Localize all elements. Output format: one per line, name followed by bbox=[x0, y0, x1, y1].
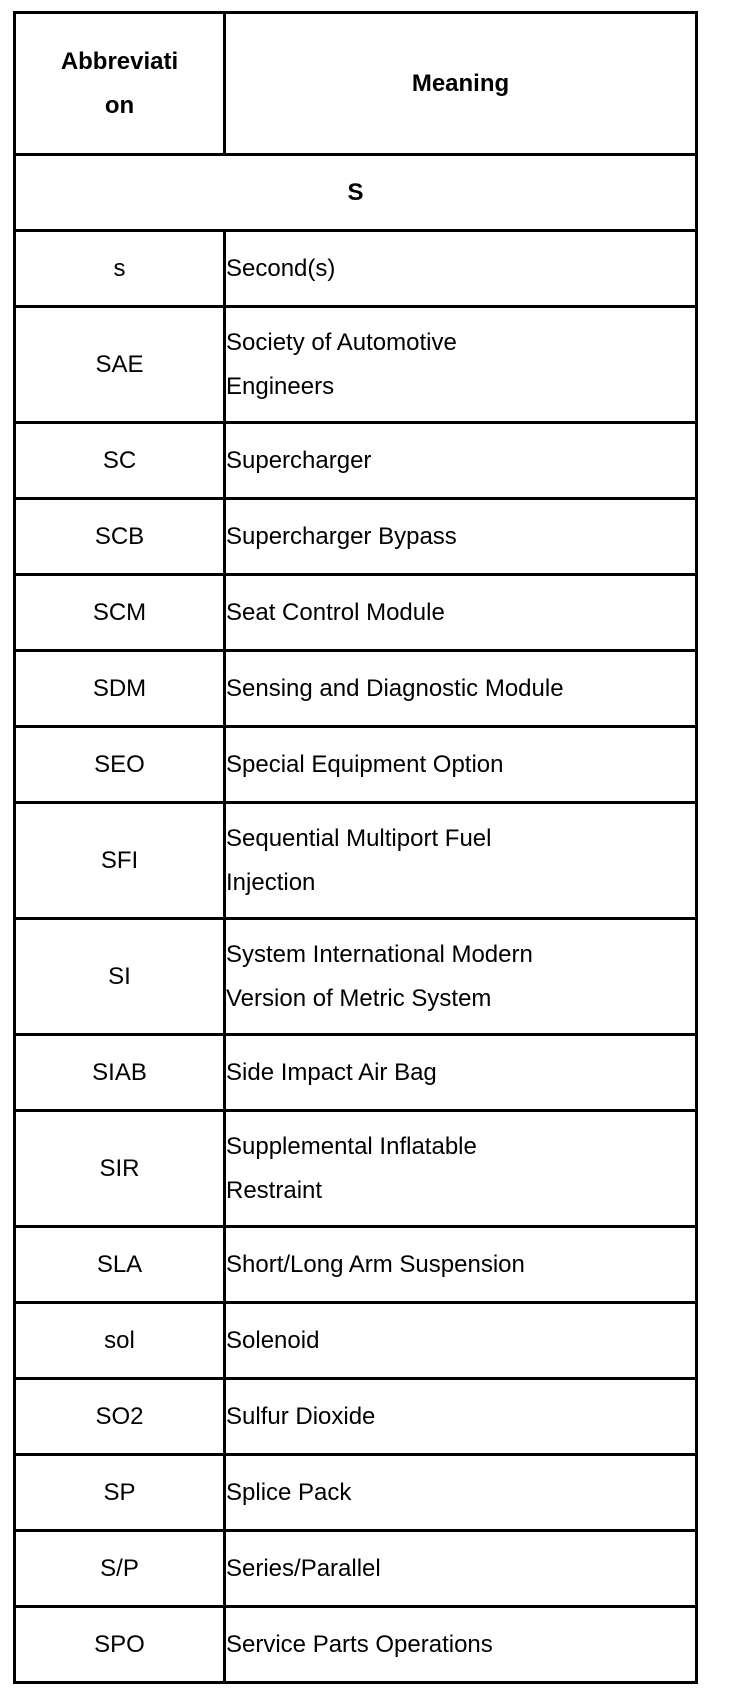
table-row bbox=[15, 1035, 697, 1111]
meaning-cell: Side Impact Air Bag bbox=[225, 1035, 697, 1111]
table-row bbox=[15, 651, 697, 727]
meaning-cell: Solenoid bbox=[225, 1303, 697, 1379]
abbreviation-cell: SO2 bbox=[15, 1379, 225, 1455]
abbreviation-cell: SIR bbox=[15, 1111, 225, 1227]
abbreviation-cell: SC bbox=[15, 423, 225, 499]
section-heading: S bbox=[15, 155, 697, 231]
table-row bbox=[15, 575, 697, 651]
table-row bbox=[15, 1111, 697, 1227]
meaning-cell: Series/Parallel bbox=[225, 1531, 697, 1607]
meaning-text: System International Modern Version of Metric System bbox=[226, 940, 533, 1012]
meaning-cell: Seat Control Module bbox=[225, 575, 697, 651]
abbreviation-cell: SEO bbox=[15, 727, 225, 803]
abbreviation-column-header bbox=[15, 13, 225, 155]
abbreviation-cell: SP bbox=[15, 1455, 225, 1531]
meaning-cell: Sulfur Dioxide bbox=[225, 1379, 697, 1455]
meaning-cell: Service Parts Operations bbox=[225, 1607, 697, 1683]
table-row bbox=[15, 307, 697, 423]
abbreviation-cell: S/P bbox=[15, 1531, 225, 1607]
abbreviation-cell: SCB bbox=[15, 499, 225, 575]
table-row bbox=[15, 1379, 697, 1455]
meaning-cell: Second(s) bbox=[225, 231, 697, 307]
meaning-cell: Splice Pack bbox=[225, 1455, 697, 1531]
abbreviation-cell: sol bbox=[15, 1303, 225, 1379]
abbreviation-cell: SI bbox=[15, 919, 225, 1035]
meaning-cell bbox=[225, 919, 697, 1035]
table-row bbox=[15, 231, 697, 307]
meaning-cell bbox=[225, 1111, 697, 1227]
abbreviation-cell: SLA bbox=[15, 1227, 225, 1303]
table-row bbox=[15, 1531, 697, 1607]
abbreviation-header-line-1: Abbreviati bbox=[60, 47, 179, 75]
abbreviation-header-line-2: on bbox=[104, 91, 135, 119]
abbreviations-table bbox=[13, 11, 698, 1684]
abbreviation-cell: SDM bbox=[15, 651, 225, 727]
meaning-text: Society of Automotive Engineers bbox=[226, 328, 457, 400]
meaning-cell: Short/Long Arm Suspension bbox=[225, 1227, 697, 1303]
table-row bbox=[15, 1455, 697, 1531]
meaning-cell bbox=[225, 307, 697, 423]
meaning-cell bbox=[225, 803, 697, 919]
header-row bbox=[15, 13, 697, 155]
table-row bbox=[15, 499, 697, 575]
meaning-cell: Sensing and Diagnostic Module bbox=[225, 651, 697, 727]
abbreviation-cell: SFI bbox=[15, 803, 225, 919]
table-row bbox=[15, 1607, 697, 1683]
abbreviation-cell: SCM bbox=[15, 575, 225, 651]
table-row bbox=[15, 1303, 697, 1379]
abbreviation-cell: SIAB bbox=[15, 1035, 225, 1111]
meaning-text: Supplemental Inflatable Restraint bbox=[226, 1132, 477, 1204]
abbreviation-cell: SAE bbox=[15, 307, 225, 423]
table-row bbox=[15, 1227, 697, 1303]
table-row bbox=[15, 423, 697, 499]
table-row bbox=[15, 919, 697, 1035]
section-row bbox=[15, 155, 697, 231]
abbreviation-cell: s bbox=[15, 231, 225, 307]
meaning-cell: Supercharger bbox=[225, 423, 697, 499]
meaning-cell: Special Equipment Option bbox=[225, 727, 697, 803]
table-row bbox=[15, 727, 697, 803]
abbreviation-cell: SPO bbox=[15, 1607, 225, 1683]
table-row bbox=[15, 803, 697, 919]
meaning-text: Sequential Multiport Fuel Injection bbox=[226, 824, 492, 896]
meaning-cell: Supercharger Bypass bbox=[225, 499, 697, 575]
meaning-column-header: Meaning bbox=[225, 13, 697, 155]
